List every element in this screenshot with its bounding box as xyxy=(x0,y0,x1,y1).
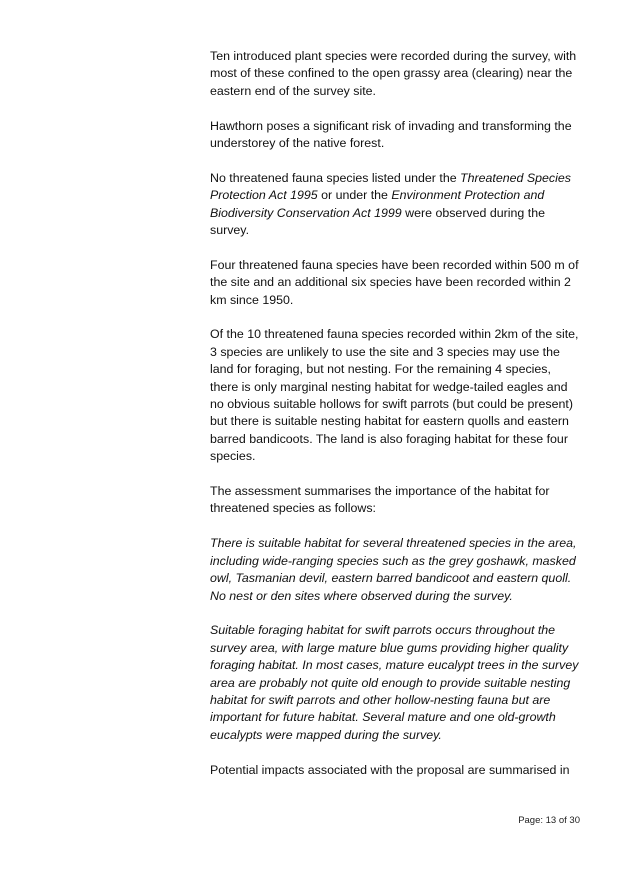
paragraph-fauna-records: Four threatened fauna species have been recorded within 500 m of the site and an additional six species have been recorded within 2 km since 1950. xyxy=(210,257,579,307)
paragraph-hawthorn-risk: Hawthorn poses a significant risk of invading and transforming the understorey of the native forest. xyxy=(210,118,572,151)
text-run: were observed during the survey. xyxy=(210,205,545,238)
paragraph-species-use: Of the 10 threatened fauna species recorded within 2km of the site, 3 species are unlikely to use the site and 3 species may use the land for foraging, but not nesting. For the remaining 4 species, there is only marginal nesting habitat for wedge-tailed eagles and no obvious suitable hollows for swift parrots (but could be present) but there is suitable nesting habitat for eastern quolls and eastern barred bandicoots. The land is also foraging habitat for these four species. xyxy=(210,327,579,464)
document-body xyxy=(210,48,582,796)
text-run: or under the xyxy=(317,188,392,203)
page-number: Page: 13 of 30 xyxy=(518,815,580,826)
paragraph-assessment-intro: The assessment summarises the importance of the habitat for threatened species as follows: xyxy=(210,484,550,516)
quote-foraging-habitat: Suitable foraging habitat for swift parrots occurs throughout the survey area, with large mature blue gums providing higher quality foraging habitat. In most cases, mature eucalypt trees in the survey area are probably not quite old enough to provide suitable nesting habitat for swift parrots and other hollow-nesting fauna but are important for future habitat. Several mature and one old-growth eucalypts were mapped during the survey. xyxy=(210,623,579,742)
act-title-epbc: Environment Protection and Biodiversity Conservation Act 1999 xyxy=(210,188,545,220)
paragraph-threatened-fauna-not-observed xyxy=(210,170,582,240)
quote-suitable-habitat: There is suitable habitat for several threatened species in the area, including wide-ranging species such as the grey goshawk, masked owl, Tasmanian devil, eastern barred bandicoot and eastern quoll. No nest or den sites where observed during the survey. xyxy=(210,536,577,603)
paragraph-introduced-plants: Ten introduced plant species were recorded during the survey, with most of these confined to the open grassy area (clearing) near the eastern end of the survey site. xyxy=(210,49,577,98)
act-title-threatened-species: Threatened Species Protection Act 1995 xyxy=(210,170,571,203)
paragraph-potential-impacts: Potential impacts associated with the proposal are summarised in xyxy=(210,762,570,777)
text-run: No threatened fauna species listed under the xyxy=(210,170,461,185)
